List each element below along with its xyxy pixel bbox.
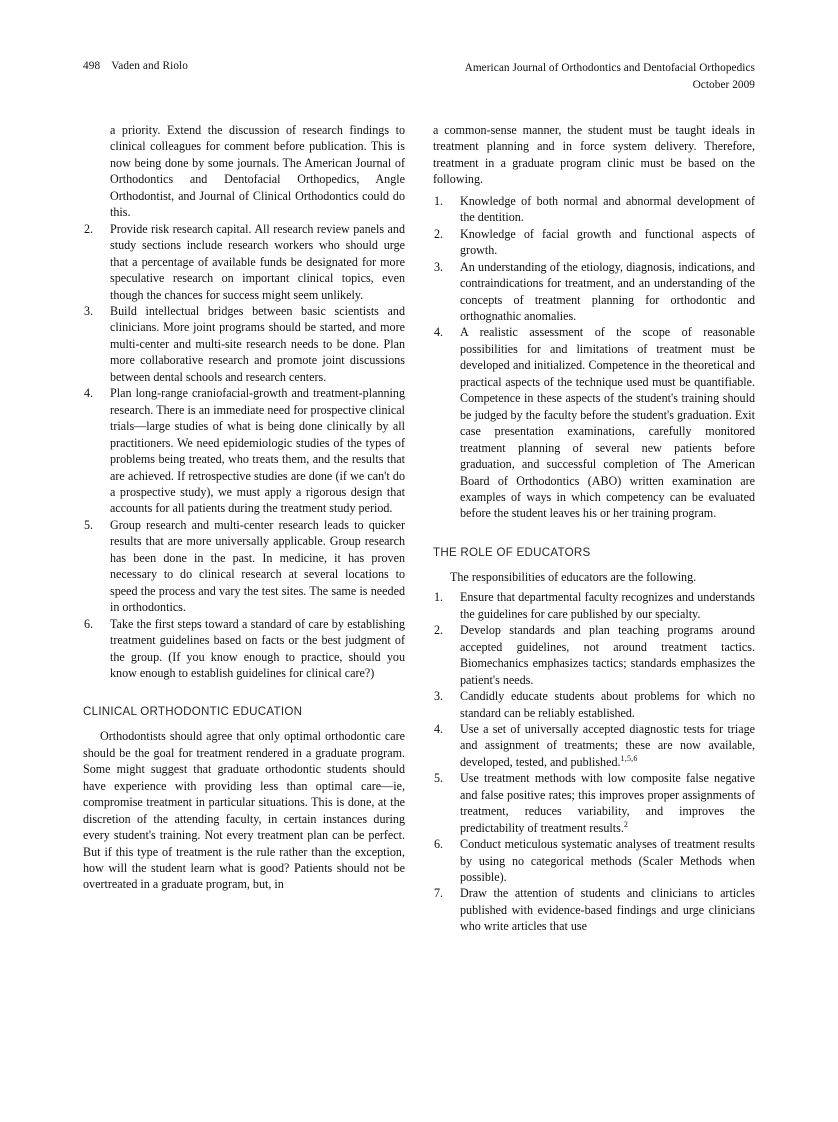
list-item-text: Draw the attention of students and clinicians to articles published with evidence-based findings and urge clinicians who write articles that use [460, 886, 755, 934]
list-item [433, 226, 755, 259]
lead-paragraph: a common-sense manner, the student must be taught ideals in treatment planning and in force system delivery. Therefore, treatment in a graduate program clinic must be based on the following. [433, 123, 755, 187]
spacer [83, 681, 405, 704]
list-item-text: Candidly educate students about problems for which no standard can be reliably established. [460, 689, 755, 720]
list-item-text: Knowledge of both normal and abnormal development of the dentition. [460, 193, 755, 225]
list-item-text: a priority. Extend the discussion of research findings to clinical colleagues for comment before publication. This is now being done by some journals. The American Journal of Orthodontics and Dentofacial Orthopedics, Angle Orthodontist, and Journal of Clinical Orthodontics could do this. [110, 123, 405, 220]
clinic-basis-list [433, 193, 755, 522]
list-item-text: Build intellectual bridges between basic scientists and clinicians. More joint programs should be started, and more multi-center and multi-site research needs to be done. Plan more collaborative research and promote joint discussions between dental schools and research centers. [110, 303, 405, 384]
list-item-text: A realistic assessment of the scope of reasonable possibilities for and limitations of treatment must be developed and initialized. Competence in the theoretical and practical aspects of the technique used must be quantifiable. Competence in these aspects of the student's training should be judged by the faculty before the student's graduation. Exit case presentation examinations, carefully monitored treatment planning of several new patients before graduation, and successful completion of The American Board of Orthodontics (ABO) written examination are examples of ways in which competency can be evaluated before the student leaves his or her training program. [460, 325, 755, 521]
list-item-number: 4. [434, 325, 444, 340]
list-item-text: Conduct meticulous systematic analyses of treatment results by using no categorical methods (Scaler Methods when possible). [460, 837, 755, 885]
list-item-text: Provide risk research capital. All research review panels and study sections include research workers who should urge that a percentage of available funds be designated for more speculative research on important clinical topics, even though the chances for success might seem unlikely. [110, 221, 405, 302]
list-item [433, 770, 755, 836]
list-item-number: 3. [84, 303, 94, 318]
list-item-text: Develop standards and plan teaching programs around accepted guidelines, not around treatment tactics. Biomechanics emphasizes tactics; standards emphasizes the patient's needs. [460, 623, 755, 687]
list-item [83, 616, 405, 682]
list-item-number: 2. [434, 623, 444, 638]
citation-superscript: 1,5,6 [620, 753, 638, 763]
list-item-number: 3. [434, 259, 444, 274]
list-item-number: 1. [434, 590, 444, 605]
list-item-number: 4. [434, 721, 444, 736]
list-item [433, 885, 755, 934]
running-head [83, 60, 755, 98]
list-item-number: 4. [84, 386, 94, 401]
list-item-text: Knowledge of facial growth and functional aspects of growth. [460, 226, 755, 258]
list-item-number: 3. [434, 689, 444, 704]
list-item-number: 6. [434, 837, 444, 852]
section-intro-paragraph: The responsibilities of educators are the following. [450, 569, 697, 584]
list-item [433, 589, 755, 622]
list-item-number: 5. [84, 517, 94, 532]
spacer [433, 560, 755, 569]
page-number: 498 [83, 60, 101, 72]
list-item-number: 5. [434, 771, 444, 786]
section-heading-clinical-orthodontic-education: CLINICAL ORTHODONTIC EDUCATION [83, 705, 303, 719]
list-item [83, 517, 405, 616]
list-item [433, 688, 755, 721]
section-paragraph: Orthodontists should agree that only optimal orthodontic care should be the goal for treatment rendered in a graduate program. Some might suggest that graduate orthodontic students should have experience with providing less than optimal care—ie, compromise treatment in particular situations. This is done, at the discretion of the attending faculty, in certain instances during every student's training. Not every treatment plan can be perfect. But if this type of treatment is the rule rather than the exception, how will the student learn what is good? Patients should not be overtreated in a graduate program, but, in [83, 729, 405, 892]
list-item [433, 193, 755, 226]
research-recommendations-list [83, 122, 405, 681]
list-item-text: Take the first steps toward a standard of care by establishing treatment guidelines based on facts or the best judgment of the group. (If you know enough to practice, should you know enough to establish guidelines for clinical care?) [110, 616, 405, 680]
spacer [83, 719, 405, 728]
list-item [433, 836, 755, 885]
list-item-text: An understanding of the etiology, diagnosis, indications, and contraindications for treatment, and an understanding of the concepts of treatment planning for orthodontic and orthognathic anomalies. [460, 259, 755, 323]
list-item [433, 324, 755, 521]
spacer [433, 522, 755, 545]
list-item-number: 1. [434, 193, 444, 208]
list-item-number: 2. [434, 226, 444, 241]
list-item [433, 721, 755, 770]
list-item-text: Ensure that departmental faculty recognizes and understands the guidelines for care published by our specialty. [460, 590, 755, 621]
list-item-text: Use a set of universally accepted diagnostic tests for triage and assignment of treatments; these are now available, developed, tested, and published. [460, 721, 755, 769]
list-item [83, 303, 405, 385]
list-item-text: Group research and multi-center research leads to quicker results that are more universally applicable. Group research has been done in the past. In medicine, it has proven necessary to do clinical research at several locations to speed the process and vary the test sites. The same is needed in orthodontics. [110, 517, 405, 615]
list-item [83, 122, 405, 221]
running-head-left [83, 60, 188, 72]
list-item-text: Plan long-range craniofacial-growth and treatment-planning research. There is an immediate need for prospective clinical trials—large studies of what is being done clinically by all practitioners. We need epidemiologic studies of the types of problems being treated, who treats them, and the results that are achieved. If retrospective studies are done (if we can't do a prospective study), we must apply a rigorous design that accounts for all patients during the treatment study period. [110, 386, 405, 516]
section-heading-the-role-of-educators: THE ROLE OF EDUCATORS [433, 545, 591, 559]
list-item [433, 622, 755, 688]
journal-title: American Journal of Orthodontics and Dentofacial Orthopedics [464, 62, 755, 74]
issue-date: October 2009 [692, 78, 755, 91]
list-item [433, 259, 755, 325]
list-item-number: 6. [84, 616, 94, 631]
citation-superscript: 2 [623, 819, 629, 829]
list-item-number: 2. [84, 221, 94, 236]
list-item [83, 385, 405, 517]
list-item-text: Use treatment methods with low composite false negative and false positive rates; this improves proper assignments of treatment, reduces variability, and improves the predictability of treatment results. [460, 771, 755, 835]
list-item-number: 7. [434, 886, 444, 901]
educator-responsibilities-list [433, 589, 755, 935]
running-head-right [465, 60, 755, 93]
list-item [83, 221, 405, 303]
column-right [433, 122, 755, 935]
running-head-authors: Vaden and Riolo [111, 60, 189, 72]
column-left [83, 122, 405, 893]
